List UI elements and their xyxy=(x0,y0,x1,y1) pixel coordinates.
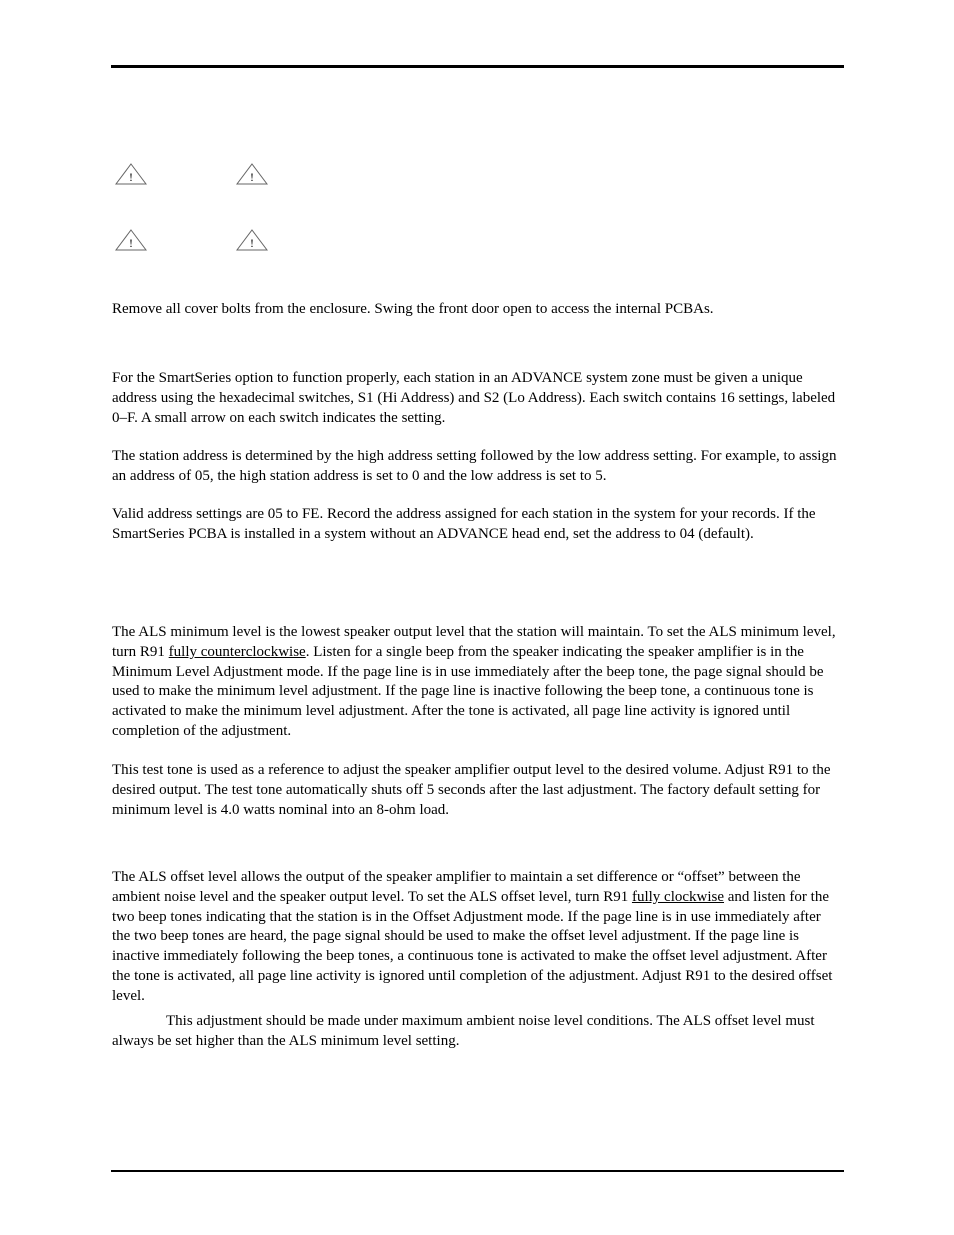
svg-text:!: ! xyxy=(250,170,254,184)
als-offset-paragraph: The ALS offset level allows the output of the speaker amplifier to maintain a set difference or “offset” between the ambient noise level and the speaker output level. To set the ALS offset level, turn R91 fully clockwise and listen for the two beep tones indicating that the station is in the Offset Adjustment mode. If the page line is in use immediately after the two beep tones are heard, the page signal should be used to make the offset level adjustment. If the page line is inactive immediately following the beep tones, a continuous tone is activated to make the offset level adjustment. After the tone is activated, all page line activity is ignored until completion of the adjustment. Adjust R91 to the desired offset level. xyxy=(112,869,833,1004)
svg-text:!: ! xyxy=(129,236,133,250)
footer-rule xyxy=(111,1170,844,1172)
offset-note-paragraph: This adjustment should be made under maximum ambient noise level conditions. The ALS offset level must always be set higher than the ALS minimum level setting. xyxy=(112,1013,815,1049)
svg-text:!: ! xyxy=(129,170,133,184)
address-intro-paragraph: For the SmartSeries option to function properly, each station in an ADVANCE system zone must be given a unique address using the hexadecimal switches, S1 (Hi Address) and S2 (Lo Address). Each switch contains 16 settings, labeled 0–F. A small arrow on each switch indicates the setting. xyxy=(112,370,836,426)
warning-triangle-icon xyxy=(236,163,268,185)
cover-removal-paragraph: Remove all cover bolts from the enclosure. Swing the front door open to access the internal PCBAs. xyxy=(112,301,714,317)
warning-triangle-icon xyxy=(115,229,147,251)
warning-triangle-icon xyxy=(115,163,147,185)
test-tone-paragraph: This test tone is used as a reference to adjust the speaker amplifier output level to the desired volume. Adjust R91 to the desired output. The test tone automatically shuts off 5 seconds after the last adjustment. The factory default setting for minimum level is 4.0 watts nominal into an 8-ohm load. xyxy=(112,762,831,818)
svg-text:!: ! xyxy=(250,236,254,250)
warning-triangle-icon xyxy=(236,229,268,251)
address-valid-paragraph: Valid address settings are 05 to FE. Record the address assigned for each station in the system for your records. If the SmartSeries PCBA is installed in a system without an ADVANCE head end, set the address to 04 (default). xyxy=(112,506,816,542)
header-rule xyxy=(111,65,844,68)
als-minimum-paragraph: The ALS minimum level is the lowest speaker output level that the station will maintain. To set the ALS minimum level, turn R91 fully counterclockwise. Listen for a single beep from the speaker indicating the speaker amplifier is in the Minimum Level Adjustment mode. If the page line is in use immediately after the beep tone, the page signal should be used to make the minimum level adjustment. If the page line is inactive following the beep tone, a continuous tone is activated to make the minimum level adjustment. After the tone is activated, all page line activity is ignored until completion of the adjustment. xyxy=(112,624,836,739)
address-example-paragraph: The station address is determined by the high address setting followed by the low address setting. For example, to assign an address of 05, the high station address is set to 0 and the low address is set to 5. xyxy=(112,448,837,484)
